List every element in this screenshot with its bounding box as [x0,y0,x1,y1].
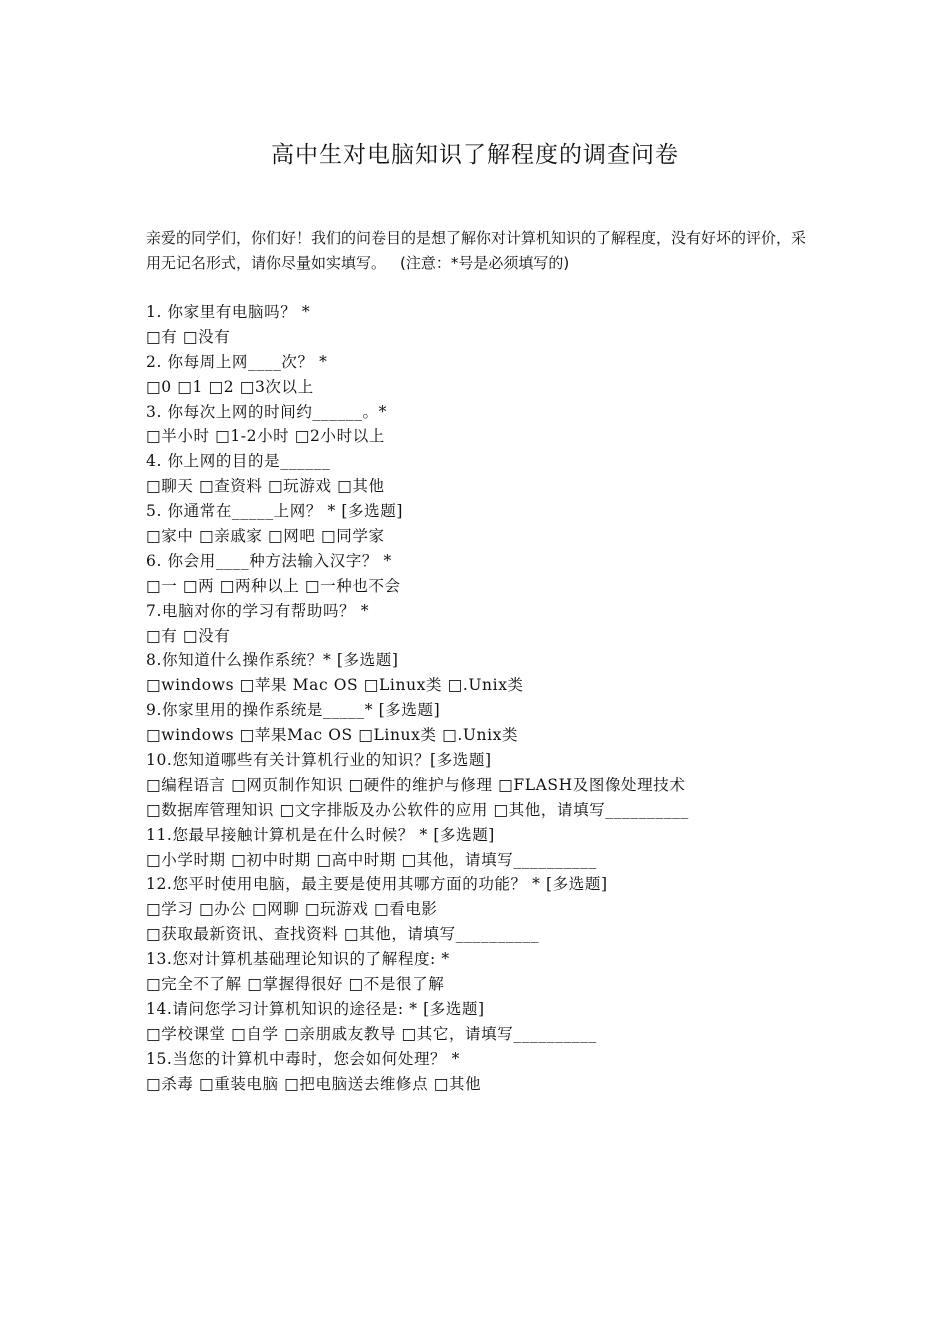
question-2: 2. 你每周上网____次？ * [146,352,328,371]
answer-options-11: □小学时期 □初中时期 □高中时期 □其他，请填写__________ [146,850,597,869]
question-8: 8.你知道什么操作系统？* [多选题] [146,651,399,670]
question-6: 6. 你会用____种方法输入汉字？ * [146,551,392,570]
answer-options-5: □家中 □亲戚家 □网吧 □同学家 [146,527,385,546]
answer-options-7: □有 □没有 [146,626,231,645]
question-11: 11.您最早接触计算机是在什么时候？ * [多选题] [146,825,495,844]
intro-paragraph [146,226,810,276]
answer-options-13: □完全不了解 □掌握得很好 □不是很了解 [146,975,445,994]
answer-options-14: □学校课堂 □自学 □亲朋戚友教导 □其它，请填写__________ [146,1024,597,1043]
answer-options-9: □windows □苹果Mac OS □Linux类 □.Unix类 [146,726,519,745]
question-7: 7.电脑对你的学习有帮助吗？ * [146,601,370,620]
page-title: 高中生对电脑知识了解程度的调查问卷 [271,142,679,168]
question-15: 15.当您的计算机中毒时，您会如何处理？ * [146,1049,461,1068]
answer-options-15: □杀毒 □重装电脑 □把电脑送去维修点 □其他 [146,1074,482,1093]
question-5: 5. 你通常在_____上网？ * [多选题] [146,502,403,521]
question-10: 10.您知道哪些有关计算机行业的知识？[多选题] [146,751,492,770]
answer-options-10a: □编程语言 □网页制作知识 □硬件的维护与修理 □FLASH及图像处理技术 [146,775,686,794]
answer-options-12a: □学习 □办公 □网聊 □玩游戏 □看电影 [146,900,438,919]
answer-options-3: □半小时 □1-2小时 □2小时以上 [146,427,385,446]
question-4: 4. 你上网的目的是______ [146,452,331,471]
required-note: (注意：*号是必须填写的) [400,254,570,272]
answer-options-12b: □获取最新资讯、查找资料 □其他，请填写__________ [146,925,540,944]
answer-options-1: □有 □没有 [146,327,231,346]
question-3: 3. 你每次上网的时间约______。* [146,402,387,421]
answer-options-2: □0 □1 □2 □3次以上 [146,377,314,396]
question-13: 13.您对计算机基础理论知识的了解程度: * [146,950,450,969]
question-1: 1. 你家里有电脑吗？ * [146,303,311,321]
question-9: 9.你家里用的操作系统是_____* [多选题] [146,701,441,720]
question-list [146,300,826,1097]
question-12: 12.您平时使用电脑，最主要是使用其哪方面的功能？ * [多选题] [146,875,608,894]
intro-text: 亲爱的同学们，你们好！我们的问卷目的是想了解你对计算机知识的了解程度，没有好坏的评价，采用无记名形式，请你尽量如实填写。 [146,229,807,272]
answer-options-6: □一 □两 □两种以上 □一种也不会 [146,576,401,595]
answer-options-10b: □数据库管理知识 □文字排版及办公软件的应用 □其他，请填写__________ [146,800,689,819]
answer-options-8: □windows □苹果 Mac OS □Linux类 □.Unix类 [146,676,524,695]
question-14: 14.请问您学习计算机知识的途径是: * [多选题] [146,999,485,1018]
answer-options-4: □聊天 □查资料 □玩游戏 □其他 [146,477,385,496]
